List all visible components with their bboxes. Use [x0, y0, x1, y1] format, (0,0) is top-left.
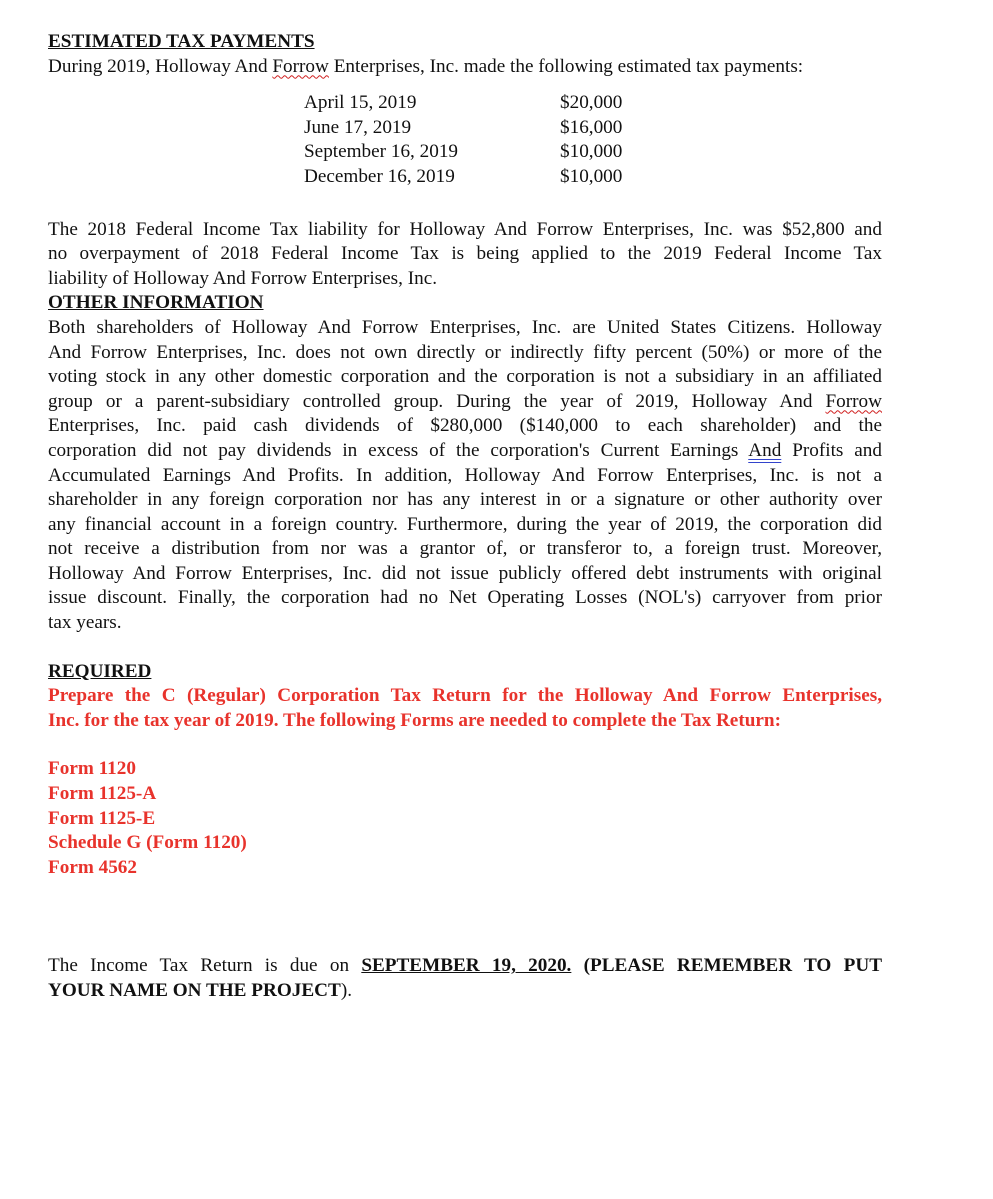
document-page	[48, 30, 882, 1004]
other-line: Both shareholders of Holloway And Forrow Enterprises, Inc. are United States Citizens. Holloway	[48, 316, 882, 338]
required-instruction-line-2: Inc. for the tax year of 2019. The following Forms are needed to complete the Tax Return:	[48, 709, 781, 731]
other-line-4-text: group or a parent-subsidiary controlled group. During the year of 2019, Holloway And	[48, 390, 826, 412]
payment-amount: $10,000	[560, 165, 623, 187]
intro-text-c: Enterprises, Inc. made the following estimated tax payments:	[328, 55, 804, 77]
due-text-b: (PLEASE REMEMBER TO PUT	[571, 955, 882, 977]
other-line: voting stock in any other domestic corporation and the corporation is not a subsidiary in an affiliated	[48, 366, 882, 388]
liability-line-2: no overpayment of 2018 Federal Income Tax is being applied to the 2019 Federal Income Tax	[48, 243, 882, 265]
other-line: any financial account in a foreign country. Furthermore, during the year of 2019, the corporation did	[48, 513, 882, 535]
liability-line-3: liability of Holloway And Forrow Enterprises, Inc.	[48, 267, 438, 289]
other-last-line: tax years.	[48, 612, 122, 634]
other-line: Accumulated Earnings And Profits. In addition, Holloway And Forrow Enterprises, Inc. is not a	[48, 464, 882, 486]
payment-date: September 16, 2019	[304, 141, 459, 163]
form-item: Schedule G (Form 1120)	[48, 832, 247, 854]
other-line-6-text-c: Profits and	[781, 439, 882, 461]
payment-row	[304, 165, 634, 190]
estimated-tax-heading: ESTIMATED TAX PAYMENTS	[48, 31, 315, 52]
payment-row	[304, 91, 634, 116]
required-instruction-line-1: Prepare the C (Regular) Corporation Tax Return for the Holloway And Forrow Enterprises,	[48, 685, 882, 707]
required-heading: REQUIRED	[48, 660, 152, 682]
payment-date: June 17, 2019	[304, 116, 412, 138]
due-text-c: YOUR NAME ON THE PROJECT	[48, 980, 341, 1001]
other-line: shareholder in any foreign corporation nor has any interest in or a signature or other authority over	[48, 489, 882, 511]
other-grammar-flag-word[interactable]: And	[748, 439, 782, 461]
other-line: And Forrow Enterprises, Inc. does not own directly or indirectly fifty percent (50%) or more of the	[48, 341, 882, 363]
other-line-6	[48, 439, 882, 464]
payment-amount: $16,000	[560, 116, 623, 138]
other-line: issue discount. Finally, the corporation had no Net Operating Losses (NOL's) carryover from prior	[48, 587, 882, 609]
other-misspelled-word[interactable]: Forrow	[825, 390, 882, 412]
payment-date: April 15, 2019	[304, 92, 417, 114]
form-item: Form 4562	[48, 856, 137, 878]
other-line: Holloway And Forrow Enterprises, Inc. did not issue publicly offered debt instruments with original	[48, 562, 882, 584]
due-date: SEPTEMBER 19, 2020.	[361, 955, 572, 977]
other-line: not receive a distribution from nor was a grantor of, or transferor to, a foreign trust. Moreover,	[48, 538, 882, 560]
intro-misspelled-word[interactable]: Forrow	[272, 55, 329, 77]
liability-line-1: The 2018 Federal Income Tax liability for Holloway And Forrow Enterprises, Inc. was $52,800 and	[48, 218, 882, 240]
due-text-a: The Income Tax Return is due on	[48, 955, 362, 977]
other-information-heading: OTHER INFORMATION	[48, 292, 264, 314]
payments-table	[304, 91, 634, 189]
due-text-d: ).	[340, 980, 352, 1001]
forms-list	[48, 757, 882, 880]
payment-row	[304, 140, 634, 165]
other-line-6-text-a: corporation did not pay dividends in excess of the corporation's Current Earnings	[48, 439, 749, 461]
due-line-2	[48, 979, 882, 1004]
payment-amount: $20,000	[560, 92, 623, 114]
intro-text-a: During 2019, Holloway And	[48, 55, 273, 77]
form-item: Form 1125-E	[48, 807, 156, 829]
payment-row	[304, 116, 634, 141]
other-line-4	[48, 390, 882, 415]
form-item: Form 1125-A	[48, 783, 157, 805]
payment-date: December 16, 2019	[304, 165, 455, 187]
due-line-1	[48, 954, 882, 979]
other-line-5: Enterprises, Inc. paid cash dividends of $280,000 ($140,000 to each shareholder) and the	[48, 415, 882, 437]
estimated-intro	[48, 55, 882, 80]
payment-amount: $10,000	[560, 141, 623, 163]
form-item: Form 1120	[48, 758, 136, 780]
